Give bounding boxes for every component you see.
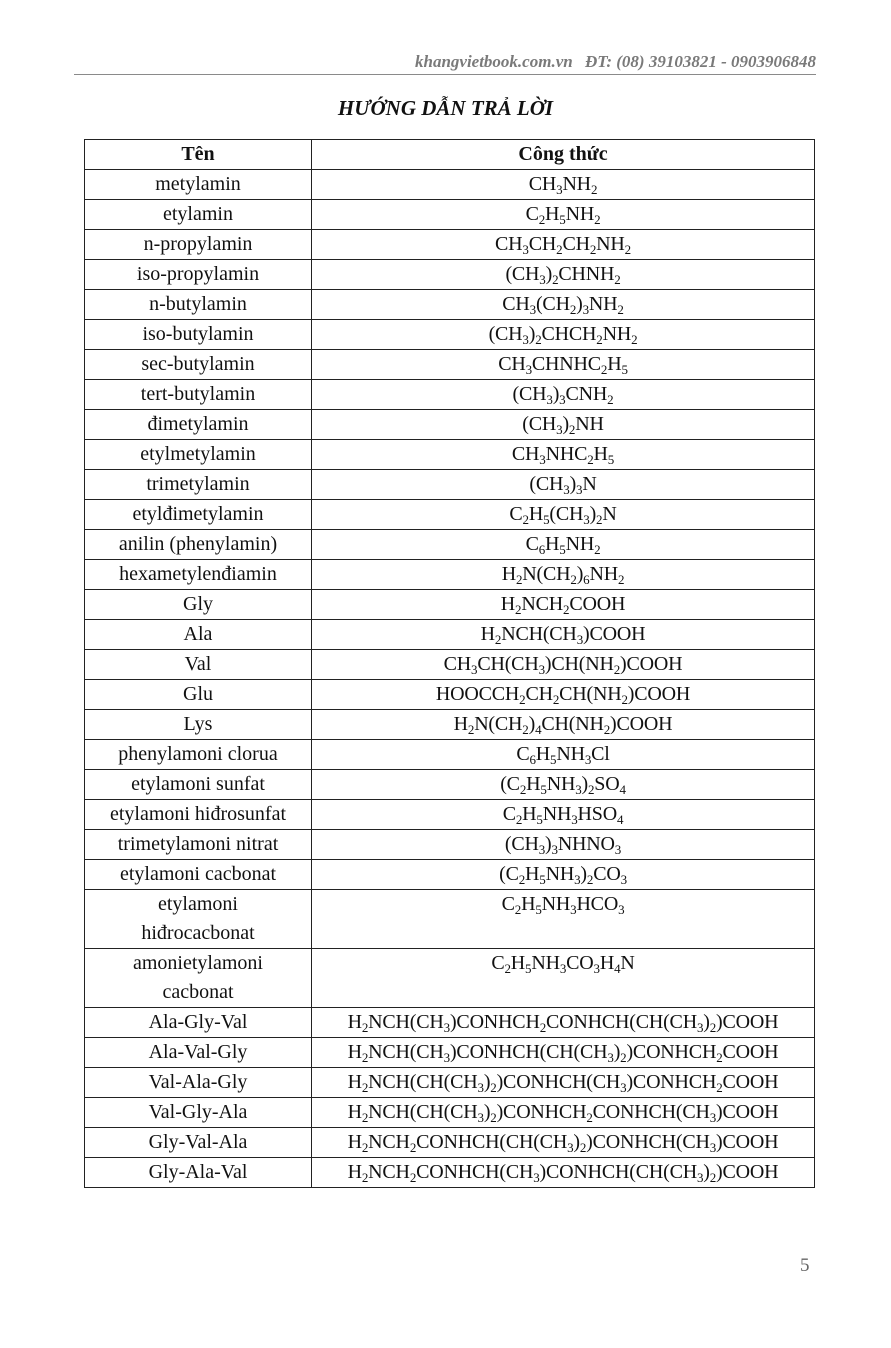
chemical-formula: $C_2H_5NH_3HCO_3$	[312, 890, 815, 949]
chemical-formula: $H_2NCH_2CONHCH(CH(CH_3)_2)CONHCH(CH_3)COOH$	[312, 1128, 815, 1158]
table-row	[85, 320, 815, 350]
table-row	[85, 170, 815, 200]
compound-name: Val-Gly-Ala	[85, 1098, 312, 1128]
chemical-formula: $H_2NCH_2CONHCH(CH_3)CONHCH(CH(CH_3)_2)COOH$	[312, 1158, 815, 1188]
chemical-formula: $C_2H_5NH_3CO_3H_4N$	[312, 949, 815, 1008]
compound-name: sec-butylamin	[85, 350, 312, 380]
table-row	[85, 410, 815, 440]
chemical-formula: $H_2NCH(CH(CH_3)_2)CONHCH_2CONHCH(CH_3)COOH$	[312, 1098, 815, 1128]
header-website: khangvietbook.com.vn	[414, 52, 573, 71]
chemical-formula: $(C_2H_5NH_3)_2SO_4$	[312, 770, 815, 800]
table-row	[85, 1128, 815, 1158]
table-row	[85, 650, 815, 680]
compound-name: etylamin	[85, 200, 312, 230]
chemical-formula: $(CH_3)_2CHNH_2$	[312, 260, 815, 290]
chemical-formula: $H_2NCH(CH(CH_3)_2)CONHCH(CH_3)CONHCH_2COOH$	[312, 1068, 815, 1098]
table-row	[85, 440, 815, 470]
running-header	[74, 52, 816, 75]
compound-name: hexametylenđiamin	[85, 560, 312, 590]
table-row	[85, 770, 815, 800]
compound-name: n-butylamin	[85, 290, 312, 320]
chemical-formula: $H_2N(CH_2)_4CH(NH_2)COOH$	[312, 710, 815, 740]
chemical-formula: $H_2NCH(CH_3)CONHCH_2CONHCH(CH(CH_3)_2)COOH$	[312, 1008, 815, 1038]
chemical-formula: $CH_3CH_2CH_2NH_2$	[312, 230, 815, 260]
chemical-formula: $(C_2H_5NH_3)_2CO_3$	[312, 860, 815, 890]
compound-name: trimetylamoni nitrat	[85, 830, 312, 860]
table-row	[85, 500, 815, 530]
table-row	[85, 590, 815, 620]
chemical-formula: $H_2N(CH_2)_6NH_2$	[312, 560, 815, 590]
table-row	[85, 1098, 815, 1128]
compound-name: trimetylamin	[85, 470, 312, 500]
compound-name: Gly-Ala-Val	[85, 1158, 312, 1188]
chemical-formula: $HOOCCH_2CH_2CH(NH_2)COOH$	[312, 680, 815, 710]
compound-name: etylamoni hiđrosunfat	[85, 800, 312, 830]
table-row	[85, 1158, 815, 1188]
table-row	[85, 800, 815, 830]
table-row	[85, 260, 815, 290]
table-row	[85, 1068, 815, 1098]
column-header-name: Tên	[85, 140, 312, 170]
table-row	[85, 830, 815, 860]
table-row	[85, 740, 815, 770]
chemical-formula: $(CH_3)_3N$	[312, 470, 815, 500]
table-header-row	[85, 140, 815, 170]
compound-name: Val-Ala-Gly	[85, 1068, 312, 1098]
page-number: 5	[800, 1255, 810, 1276]
compound-name: amonietylamoni cacbonat	[85, 949, 312, 1008]
table-row	[85, 710, 815, 740]
chemical-formula: $C_6H_5NH_3Cl$	[312, 740, 815, 770]
compound-name: tert-butylamin	[85, 380, 312, 410]
table-row	[85, 949, 815, 1008]
chemical-formula: $CH_3CH(CH_3)CH(NH_2)COOH$	[312, 650, 815, 680]
compound-name: etylđimetylamin	[85, 500, 312, 530]
chemical-formula: $CH_3NHC_2H_5$	[312, 440, 815, 470]
chemical-formula: $C_2H_5NH_2$	[312, 200, 815, 230]
chemical-formula: $H_2NCH_2COOH$	[312, 590, 815, 620]
compound-name: Lys	[85, 710, 312, 740]
table-row	[85, 380, 815, 410]
compound-name: etylamoni hiđrocacbonat	[85, 890, 312, 949]
chemical-formula: $H_2NCH(CH_3)CONHCH(CH(CH_3)_2)CONHCH_2COOH$	[312, 1038, 815, 1068]
compound-name: Ala-Val-Gly	[85, 1038, 312, 1068]
header-phone: ĐT: (08) 39103821 - 0903906848	[584, 52, 816, 71]
table-row	[85, 1008, 815, 1038]
table-row	[85, 290, 815, 320]
compound-name: etylamoni cacbonat	[85, 860, 312, 890]
chemical-formula: $H_2NCH(CH_3)COOH$	[312, 620, 815, 650]
chemical-formula: $(CH_3)_3CNH_2$	[312, 380, 815, 410]
compound-name: Gly-Val-Ala	[85, 1128, 312, 1158]
chemical-formula: $C_6H_5NH_2$	[312, 530, 815, 560]
table-row	[85, 470, 815, 500]
compound-name: Gly	[85, 590, 312, 620]
compound-name: phenylamoni clorua	[85, 740, 312, 770]
table-row	[85, 890, 815, 949]
compound-name: n-propylamin	[85, 230, 312, 260]
chemical-formula: $CH_3NH_2$	[312, 170, 815, 200]
answer-table	[84, 139, 815, 1188]
compound-name: iso-butylamin	[85, 320, 312, 350]
chemical-formula: $C_2H_5NH_3HSO_4$	[312, 800, 815, 830]
table-row	[85, 560, 815, 590]
chemical-formula: $C_2H_5(CH_3)_2N$	[312, 500, 815, 530]
chemical-formula: $CH_3(CH_2)_3NH_2$	[312, 290, 815, 320]
table-row	[85, 530, 815, 560]
table-row	[85, 680, 815, 710]
chemical-formula: $CH_3CHNHC_2H_5$	[312, 350, 815, 380]
compound-name: Val	[85, 650, 312, 680]
table-row	[85, 860, 815, 890]
table-row	[85, 620, 815, 650]
compound-name: anilin (phenylamin)	[85, 530, 312, 560]
table-row	[85, 350, 815, 380]
table-row	[85, 230, 815, 260]
page-title: HƯỚNG DẪN TRẢ LỜI	[337, 96, 554, 120]
compound-name: đimetylamin	[85, 410, 312, 440]
compound-name: etylmetylamin	[85, 440, 312, 470]
chemical-formula: $(CH_3)_3NHNO_3$	[312, 830, 815, 860]
compound-name: etylamoni sunfat	[85, 770, 312, 800]
chemical-formula: $(CH_3)_2NH$	[312, 410, 815, 440]
table-body	[85, 170, 815, 1188]
chemical-formula: $(CH_3)_2CHCH_2NH_2$	[312, 320, 815, 350]
compound-name: metylamin	[85, 170, 312, 200]
table-row	[85, 1038, 815, 1068]
compound-name: Ala	[85, 620, 312, 650]
compound-name: Glu	[85, 680, 312, 710]
column-header-formula: Công thức	[312, 140, 815, 170]
compound-name: iso-propylamin	[85, 260, 312, 290]
table-row	[85, 200, 815, 230]
compound-name: Ala-Gly-Val	[85, 1008, 312, 1038]
